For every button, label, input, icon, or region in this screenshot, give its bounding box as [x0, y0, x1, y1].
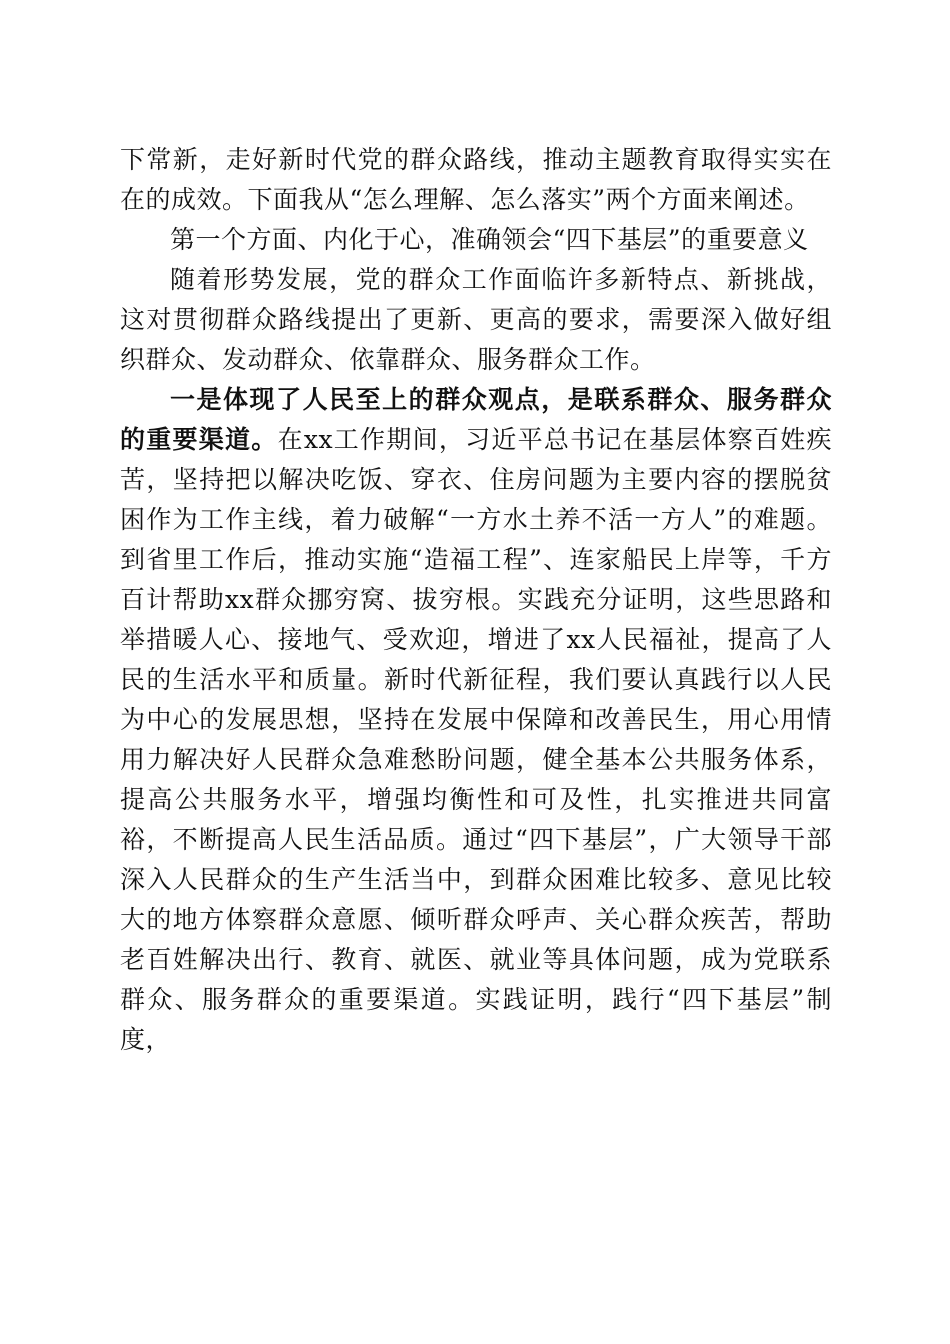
point-one-lead: 一是体现了人民至上的群众观点，是联系群众、服务群众的重要渠道。 [120, 385, 832, 454]
document-page [120, 140, 832, 1060]
point-one-body: 在xx工作期间，习近平总书记在基层体察百姓疾苦，坚持把以解决吃饭、穿衣、住房问题为主要内容的摆脱贫困作为工作主线，着力破解“一方水土养不活一方人”的难题。到省里工作后，推动实施“造福工程”、连家船民上岸等，千方百计帮助xx群众挪穷窝、拔穷根。实践充分证明，这些思路和举措暖人心、接地气、受欢迎，增进了xx人民福祉，提高了人民的生活水平和质量。新时代新征程，我们要认真践行以人民为中心的发展思想，坚持在发展中保障和改善民生，用心用情用力解决好人民群众急难愁盼问题，健全基本公共服务体系，提高公共服务水平，增强均衡性和可及性，扎实推进共同富裕，不断提高人民生活品质。通过“四下基层”，广大领导干部深入人民群众的生产生活当中，到群众困难比较多、意见比较大的地方体察群众意愿、倾听群众呼声、关心群众疾苦，帮助老百姓解决出行、教育、就医、就业等具体问题，成为党联系群众、服务群众的重要渠道。实践证明，践行“四下基层”制度， [120, 425, 832, 1054]
paragraph-point-one [120, 380, 832, 1060]
paragraph-continuation: 下常新，走好新时代党的群众路线，推动主题教育取得实实在在的成效。下面我从“怎么理解、怎么落实”两个方面来阐述。 [120, 145, 832, 214]
paragraph-intro: 随着形势发展，党的群众工作面临许多新特点、新挑战，这对贯彻群众路线提出了更新、更高的要求，需要深入做好组织群众、发动群众、依靠群众、服务群众工作。 [120, 265, 832, 374]
section-heading: 第一个方面、内化于心，准确领会“四下基层”的重要意义 [170, 225, 809, 254]
